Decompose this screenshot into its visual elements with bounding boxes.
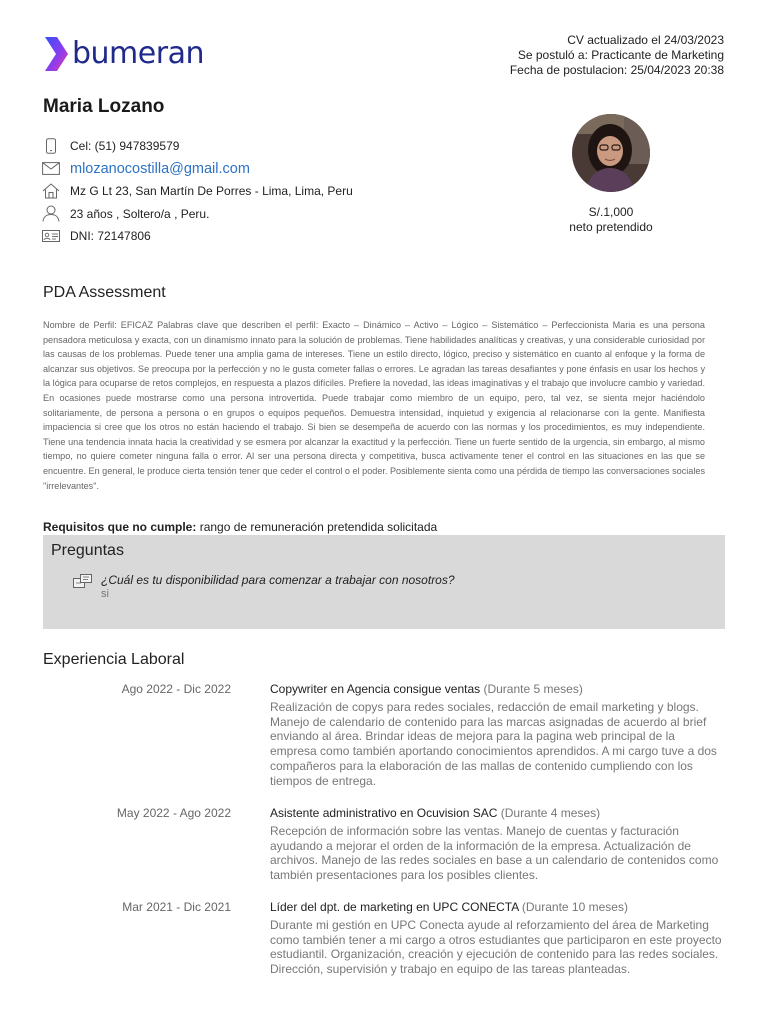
questions-panel <box>43 535 725 629</box>
experience-heading: Experiencia Laboral <box>43 651 185 668</box>
experience-description: Realización de copys para redes sociales, redacción de email marketing y blogs. Manejo de calendario de contenido para las marcas asignadas de acuerdo al brief enviando al área. Brindar ideas de mejora para la pagina web principal de la empresa como también aportando conocimientos aprendidos. A mi cargo tuve a dos compañeros para la elaboración de las mallas de contenido cumpliendo con los tiempos de entrega. <box>270 700 717 788</box>
experience-role: Líder del dpt. de marketing en UPC CONECTA <box>270 900 519 914</box>
contact-phone <box>40 135 460 158</box>
experience-role: Asistente administrativo en Ocuvision SAC <box>270 806 498 820</box>
experience-description: Recepción de información sobre las ventas. Manejo de cuentas y facturación ayudando a mejorar el orden de la información de la empresa. Actualización de archivos. Manejo de las redes sociales en base a un calendario de contenidos como también presentaciones para los posibles clientes. <box>270 824 719 883</box>
bumeran-logo <box>42 34 204 74</box>
experience-title <box>270 682 583 696</box>
contact-dni <box>40 225 460 248</box>
home-icon <box>40 182 62 200</box>
experience-dates: Mar 2021 - Dic 2021 <box>122 900 231 914</box>
contact-address <box>40 180 460 203</box>
questions-heading: Preguntas <box>51 542 124 559</box>
requirements-not-met <box>43 520 437 534</box>
pda-heading: PDA Assessment <box>43 284 166 301</box>
application-date: Fecha de postulacion: 25/04/2023 20:38 <box>509 63 724 77</box>
experience-description: Durante mi gestión en UPC Conecta ayude al reforzamiento del área de Marketing como también tener a mi cargo a otros estudiantes que participaron en este proyecto estudiantil. Organización, creación y ejecución de contenido para las redes sociales. Dirección, supervisión y trabajo en equipo de las tareas planteadas. <box>270 918 722 977</box>
phone-text: Cel: (51) 947839579 <box>70 139 180 154</box>
dni-text: DNI: 72147806 <box>70 229 151 244</box>
email-link[interactable]: mlozanocostilla@gmail.com <box>70 160 250 177</box>
requirements-value: rango de remuneración pretendida solicitada <box>196 520 438 534</box>
cv-updated: CV actualizado el 24/03/2023 <box>567 33 724 47</box>
experience-duration: (Durante 4 meses) <box>497 806 601 820</box>
experience-duration: (Durante 10 meses) <box>518 900 628 914</box>
salary-label: neto pretendido <box>569 220 653 234</box>
contact-list <box>40 135 460 248</box>
candidate-name: Maria Lozano <box>43 96 165 117</box>
logo-text: bumeran <box>72 36 204 71</box>
experience-title <box>270 900 628 914</box>
mail-icon <box>40 160 62 178</box>
question-answer: si <box>101 588 109 600</box>
personal-text: 23 años , Soltero/a , Peru. <box>70 206 210 221</box>
question-text: ¿Cuál es tu disponibilidad para comenzar a trabajar con nosotros? <box>101 573 455 587</box>
experience-duration: (Durante 5 meses) <box>480 682 583 696</box>
experience-dates: Ago 2022 - Dic 2022 <box>121 682 231 696</box>
id-card-icon <box>40 227 62 245</box>
bumeran-logo-icon <box>42 35 70 73</box>
application-meta <box>510 33 724 78</box>
chat-icon <box>73 574 93 590</box>
question-item <box>73 573 455 601</box>
address-text: Mz G Lt 23, San Martín De Porres - Lima, Lima, Peru <box>70 184 353 199</box>
pda-text: Nombre de Perfil: EFICAZ Palabras clave que describen el perfil: Exacto – Dinámico – Activo – Lógico – Sistemático – Perfeccionista Maria es una persona pensadora meticulosa y exacta, con un dinamismo innato para la solución de problemas. Tiene habilidades analíticas y creativas, y una considerable curiosidad por las causas de los problemas. Puede tener una amplia gama de intereses. Tiene un estilo directo, lógico, preciso y sistemático en cuanto al enfoque y la forma de alcanzar sus objetivos. Se preocupa por la perfección y no le gusta cometer fallas o errores. Le agradan las tareas desafiantes y pone énfasis en usar los hechos y la lógica para ocuparse de retos complejos, en respuesta a plazos difíciles. Prefiere la novedad, las ideas imaginativas y el trabajo que involucre cambio y variedad. En ocasiones puede mostrarse como una persona introvertida. Puede trabajar como miembro de un equipo, pero, tal vez, se sienta mejor haciéndolo solitariamente, de persona a persona o en grupos o equipos pequeños. Demuestra intensidad, inquietud y exigencia al relacionarse con la gente. Manifiesta impaciencia si cree que los otros no están haciendo el trabajo. Si bien se desempeña de acuerdo con las normas y los procedimientos, es muy independiente. Tiene una tendencia innata hacia la creatividad y se esmera por alcanzar la exactitud y la perfección. Tiene un fuerte sentido de la urgencia, sin embargo, al mismo tiempo, no quiere cometer ninguna falla o error. Al ser una persona directa y competitiva, busca activamente tener el control en las situaciones en las que se encuentre. En general, le produce cierta tensión tener que ceder el control o el poder. Posiblemente sienta como una pérdida de tiempo las conversaciones sociales "irrelevantes". <box>43 320 705 491</box>
requirements-label: Requisitos que no cumple: <box>43 520 197 534</box>
experience-dates: May 2022 - Ago 2022 <box>116 806 231 820</box>
contact-email[interactable] <box>40 158 460 181</box>
user-icon <box>40 205 62 223</box>
salary-amount: S/.1,000 <box>588 205 634 219</box>
contact-personal <box>40 203 460 226</box>
phone-icon <box>40 137 62 155</box>
experience-title <box>270 806 600 820</box>
experience-role: Copywriter en Agencia consigue ventas <box>270 682 481 696</box>
salary-expectation <box>540 205 682 235</box>
candidate-photo <box>572 114 650 192</box>
applied-to: Se postuló a: Practicante de Marketing <box>517 48 724 62</box>
